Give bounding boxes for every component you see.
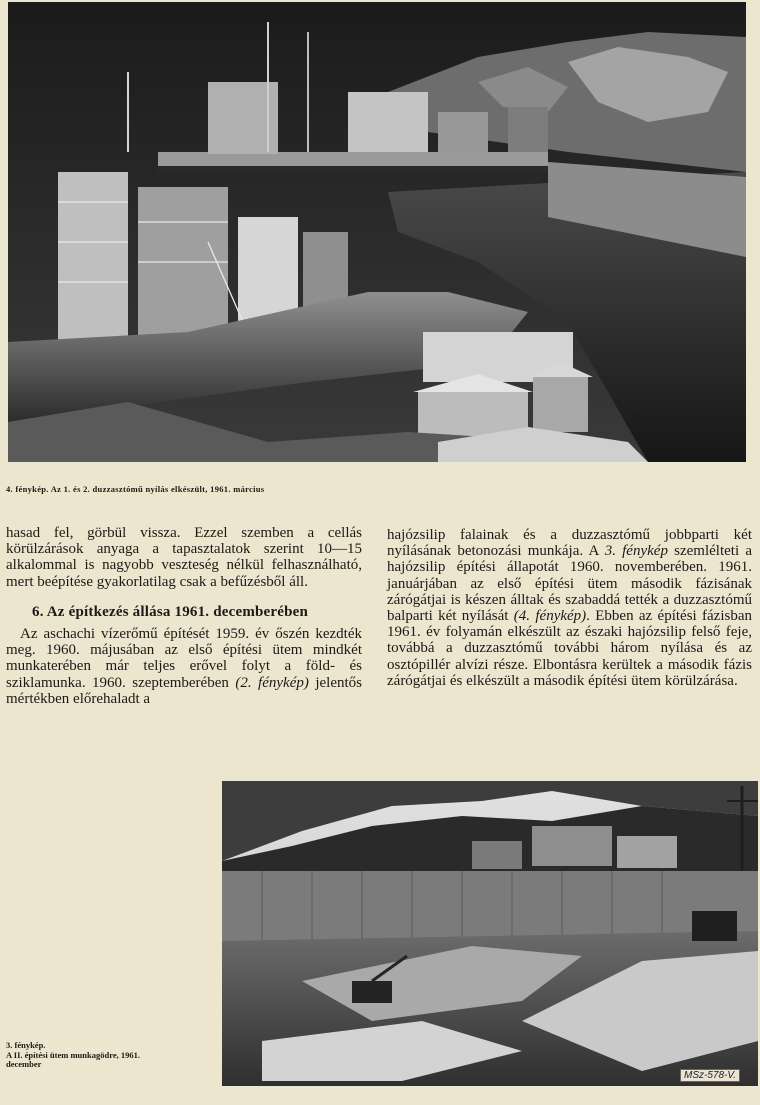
paragraph-text-2: szemlélteti a hajózsilip építési állapotát 1960. novemberében. 1961. januárjában az első építési ütem második fázisának zárógátjai is készen álltak és szabaddá tették a duzzasztómű balparti két nyílását [387,543,752,625]
construction-photo-excavation-pit [222,781,758,1086]
standard-stamp: MSz-578-V. [680,1069,740,1082]
photo-reference-4: (4. fénykép) [513,608,587,625]
paragraph-text-3: . Ebben az építési fázisban 1961. év folyamán elkészült az északi hajózsilip felső feje, továbbá a duzzasztómű további három nyílása és az osztópillér alvízi része. Elbontásra kerültek a második fázis zárógátjai és elkészült a második építési ütem körülzárása. [387,608,753,689]
paragraph-text-1: hajózsilip falainak és a duzzasztómű jobbparti két nyílásának betonozási munkája. A [387,527,752,560]
section-heading: 6. Az építkezés állása 1961. decemberében [32,603,309,620]
text-column-right [387,527,752,689]
photo-caption-3-line2: A II. építési ütem munkagödre, 1961. [6,1049,140,1060]
photo-caption-4: 4. fénykép. Az 1. és 2. duzzasztómű nyílás elkészült, 1961. március [6,484,265,494]
paragraph-cellular-cofferdam: hasad fel, görbül vissza. Ezzel szemben a cellás körülzárások anyaga a tapasztalatok szerint 10—15 alkalommal is nagyobb veszteség nélkül felhasználható, mert beépítése gyakorlatilag csak a befűzésből áll. [6,525,362,590]
photo-caption-3 [6,1041,140,1070]
photo-reference-3: 3. fénykép [604,543,668,560]
text-column-left [6,525,362,707]
photo-caption-3-line1: 3. fénykép. [6,1040,46,1050]
paragraph-text-a: Az aschachi vízerőmű építését 1959. év őszén kezdték meg. 1960. májusában az első építési ütem mindkét munkaterében már teljes erővel folyt a föld- és sziklamunka. 1960. szeptemberében [6,626,362,691]
construction-photo-dam-openings [8,2,746,462]
paragraph-continued [387,527,752,689]
photo-reference-2: (2. fénykép) [235,674,309,691]
paragraph-text-b: jelentős mértékben előrehaladt a [6,674,362,707]
paragraph-construction-status [6,626,362,707]
photo-caption-3-line3: december [6,1059,42,1069]
